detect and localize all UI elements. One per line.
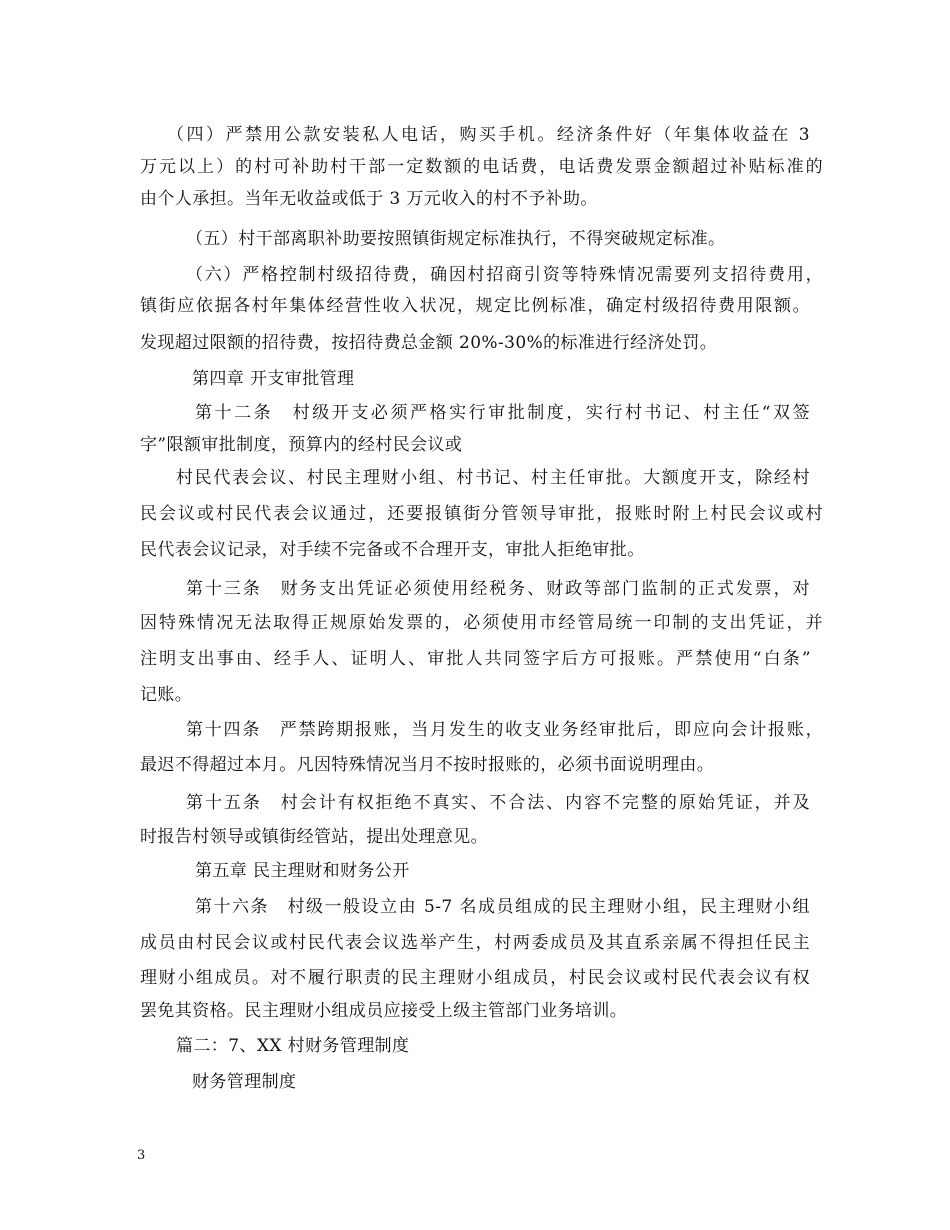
text-line: 最迟不得超过本月。凡因特殊情况当月不按时报账的，必须书面说明理由。	[140, 755, 715, 775]
text-line: 第十五条 村会计有权拒绝不真实、不合法、内容不完整的原始凭证，并及	[186, 793, 810, 813]
text-line: 理财小组成员。对不履行职责的民主理财小组成员，村民会议或村民代表会议有权	[140, 968, 810, 988]
section-heading: 篇二：7、XX 村财务管理制度	[176, 1036, 410, 1056]
text-line: （四）严禁用公款安装私人电话，购买手机。经济条件好（年集体收益在 3	[167, 125, 810, 145]
text-line: （六）严格控制村级招待费，确因村招商引资等特殊情况需要列支招待费用，	[186, 265, 823, 285]
text-line: 罢免其资格。民主理财小组成员应接受上级主管部门业务培训。	[140, 1001, 628, 1021]
text-line: 第十四条 严禁跨期报账，当月发生的收支业务经审批后，即应向会计报账，	[186, 720, 823, 740]
text-line: 村民代表会议、村民主理财小组、村书记、村主任审批。大额度开支，除经村	[176, 468, 810, 488]
text-line: 镇街应依据各村年集体经营性收入状况，规定比例标准，确定村级招待费用限额。	[140, 296, 810, 316]
text-line: 字”限额审批制度，预算内的经村民会议或	[140, 435, 463, 455]
text-line: 万元以上）的村可补助村干部一定数额的电话费，电话费发票金额超过补贴标准的	[140, 157, 823, 177]
text-line: 时报告村领导或镇街经管站，提出处理意见。	[140, 827, 488, 847]
text-line: 发现超过限额的招待费，按招待费总金额 20%-30%的标准进行经济处罚。	[140, 333, 718, 353]
text-line: 第十二条 村级开支必须严格实行审批制度，实行村书记、村主任“双签	[195, 403, 810, 423]
text-line: 因特殊情况无法取得正规原始发票的，必须使用市经管局统一印制的支出凭证，并	[140, 613, 823, 633]
chapter-heading: 第五章 民主理财和财务公开	[195, 861, 410, 881]
text-line: （五）村干部离职补助要按照镇街规定标准执行，不得突破规定标准。	[186, 229, 726, 249]
text-line: 由个人承担。当年无收益或低于 3 万元收入的村不予补助。	[140, 189, 598, 209]
text-line: 注明支出事由、经手人、证明人、审批人共同签字后方可报账。严禁使用“白条”	[140, 649, 811, 669]
text-line: 记账。	[140, 685, 193, 705]
section-heading: 财务管理制度	[192, 1072, 297, 1092]
text-line: 民会议或村民代表会议通过，还要报镇街分管领导审批，报账时附上村民会议或村	[140, 504, 823, 524]
text-line: 第十六条 村级一般设立由 5-7 名成员组成的民主理财小组，民主理财小组	[195, 897, 810, 917]
page-number: 3	[137, 1148, 146, 1163]
chapter-heading: 第四章 开支审批管理	[192, 369, 355, 389]
text-line: 第十三条 财务支出凭证必须使用经税务、财政等部门监制的正式发票，对	[186, 579, 810, 599]
text-line: 成员由村民会议或村民代表会议选举产生，村两委成员及其直系亲属不得担任民主	[140, 933, 810, 953]
text-line: 民代表会议记录，对手续不完备或不合理开支，审批人拒绝审批。	[140, 540, 645, 560]
